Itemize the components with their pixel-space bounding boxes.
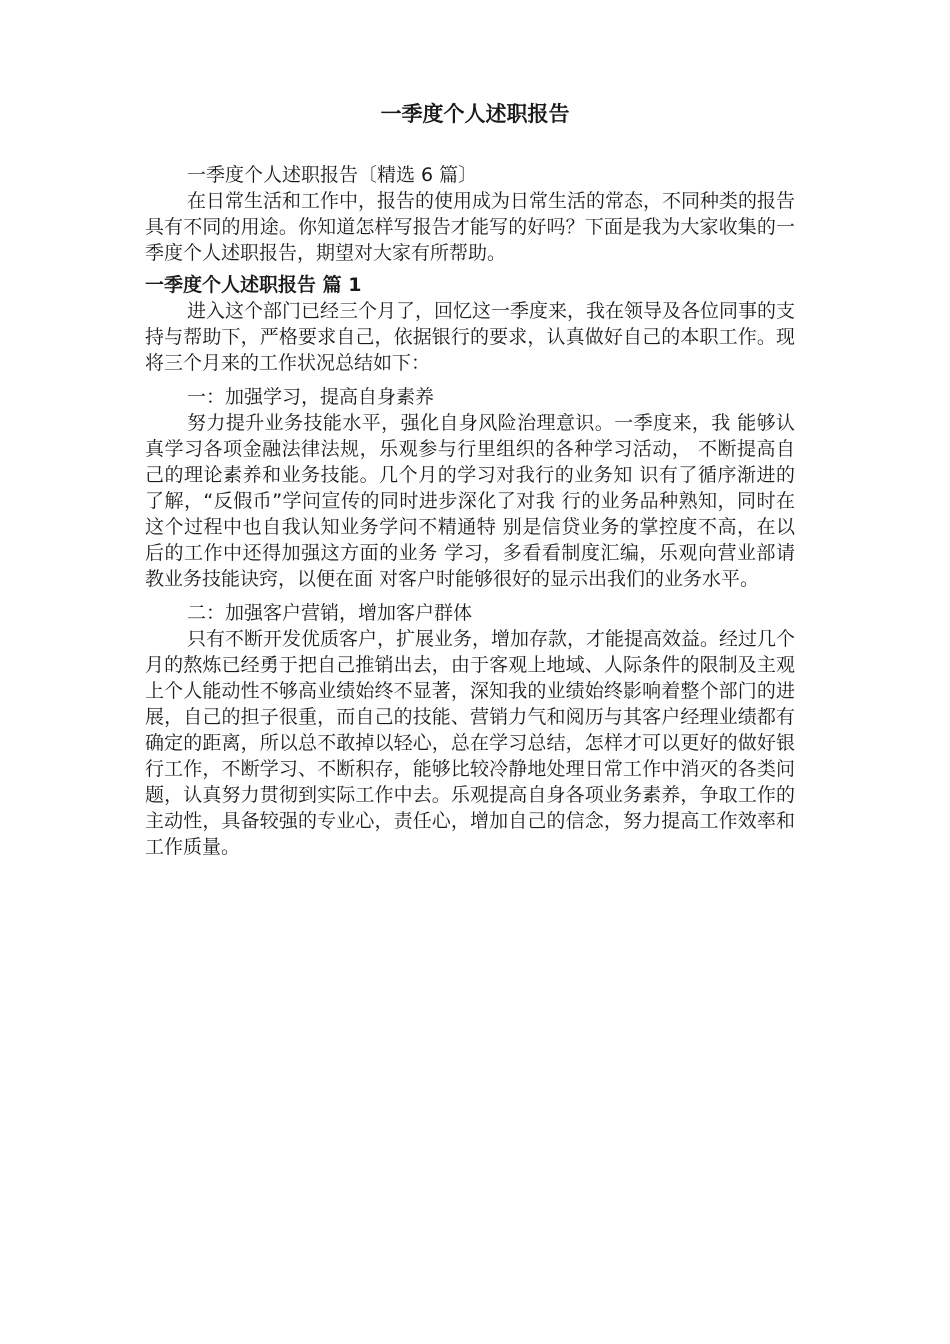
- section-heading: 一季度个人述职报告 篇 1: [145, 274, 362, 296]
- point2-paragraph: 只有不断开发优质客户，扩展业务，增加存款，才能提高效益。经过几个月的熬炼已经勇于把自己推销出去，由于客观上地域、人际条件的限制及主观上个人能动性不够高业绩始终不显著，深知我的业绩始终影响着整个部门的进展，自己的担子很重，而自己的技能、营销力气和阅历与其客户经理业绩都有确定的距离，所以总不敢掉以轻心，总在学习总结，怎样才可以更好的做好银行工作，不断学习、不断积存，能够比较冷静地处理日常工作中消灭的各类问题，认真努力贯彻到实际工作中去。乐观提高自身各项业务素养，争取工作的主动性，具备较强的专业心，责任心，增加自己的信念，努力提高工作效率和工作质量。: [145, 628, 796, 858]
- document-title: 一季度个人述职报告: [380, 102, 570, 126]
- intro-paragraph: 在日常生活和工作中，报告的使用成为日常生活的常态，不同种类的报告具有不同的用途。你知道怎样写报告才能写的好吗？下面是我为大家收集的一季度个人述职报告，期望对大家有所帮助。: [145, 190, 796, 264]
- point2-title: 二：加强客户营销，增加客户群体: [187, 602, 473, 624]
- document-body: [145, 162, 795, 860]
- document-subtitle: 一季度个人述职报告〔精选 6 篇〕: [187, 164, 478, 186]
- point1-paragraph: 努力提升业务技能水平，强化自身风险治理意识。一季度来，我 能够认真学习各项金融法律法规，乐观参与行里组织的各种学习活动， 不断提高自己的理论素养和业务技能。几个月的学习对我行的业务知 识有了循序渐进的了解，“反假币”学问宣传的同时进步深化了对我 行的业务品种熟知，同时在这个过程中也自我认知业务学问不精通特 别是信贷业务的掌控度不高，在以后的工作中还得加强这方面的业务 学习，多看看制度汇编，乐观向营业部请教业务技能诀窍，以便在面 对客户时能够很好的显示出我们的业务水平。: [145, 412, 795, 590]
- point1-title: 一：加强学习，提高自身素养: [187, 386, 435, 408]
- opening-paragraph: 进入这个部门已经三个月了，回忆这一季度来，我在领导及各位同事的支持与帮助下，严格要求自己，依据银行的要求，认真做好自己的本职工作。现将三个月来的工作状况总结如下：: [145, 300, 796, 374]
